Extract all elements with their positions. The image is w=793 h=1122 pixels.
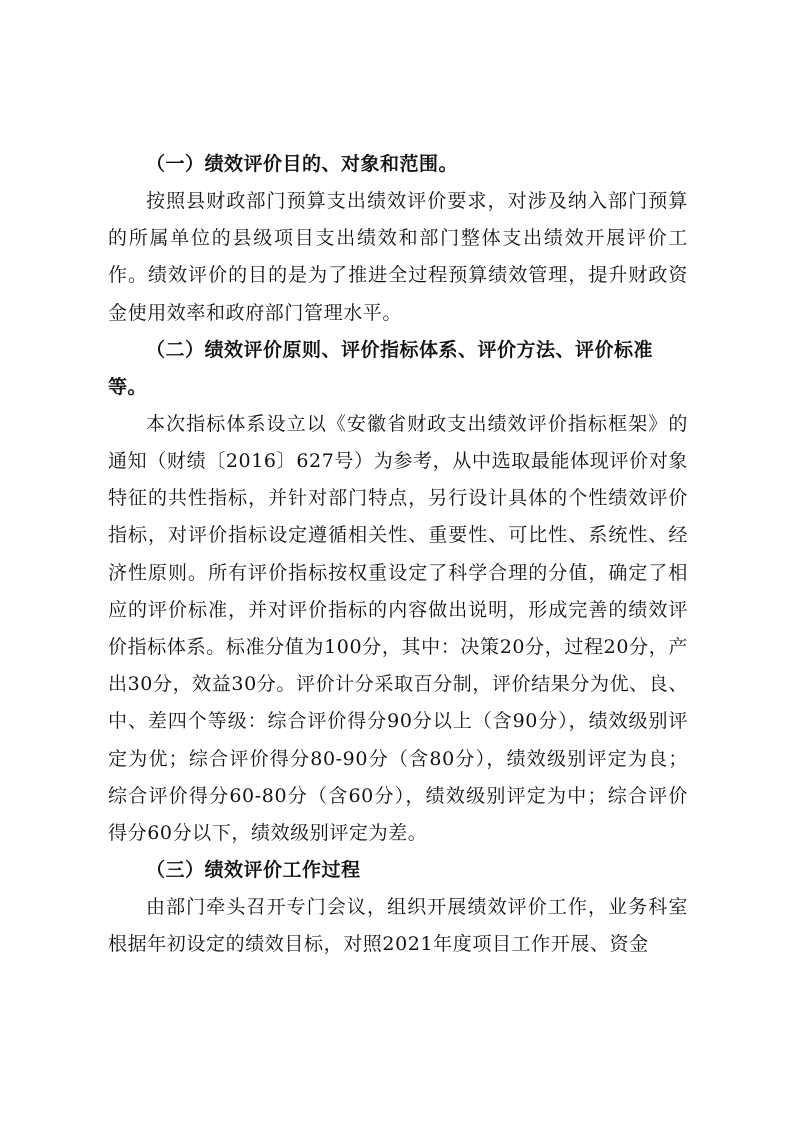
section-paragraph-3: 由部门牵头召开专门会议，组织开展绩效评价工作，业务科室根据年初设定的绩效目标，对照2021年度项目工作开展、资金 — [108, 896, 688, 956]
section-heading-2: （二）绩效评价原则、评价指标体系、评价方法、评价标准等。 — [108, 338, 654, 398]
section-paragraph-2: 本次指标体系设立以《安徽省财政支出绩效评价指标框架》的通知（财绩〔2016〕627号）为参考，从中选取最能体现评价对象特征的共性指标，并针对部门特点，另行设计具体的个性绩效评价指标，对评价指标设定遵循相关性、重要性、可比性、系统性、经济性原则。所有评价指标按权重设定了科学合理的分值，确定了相应的评价标准，并对评价指标的内容做出说明，形成完善的绩效评价指标体系。标准分值为100分，其中：决策20分，过程20分，产出30分，效益30分。评价计分采取百分制，评价结果分为优、良、中、差四个等级：综合评价得分90分以上（含90分），绩效级别评定为优；综合评价得分80-90分（含80分），绩效级别评定为良；综合评价得分60-80分（含60分），绩效级别评定为中；综合评价得分60分以下，绩效级别评定为差。 — [108, 412, 688, 845]
section-heading-1: （一）绩效评价目的、对象和范围。 — [146, 153, 459, 175]
section-paragraph-1: 按照县财政部门预算支出绩效评价要求，对涉及纳入部门预算的所属单位的县级项目支出绩效和部门整体支出绩效开展评价工作。绩效评价的目的是为了推进全过程预算绩效管理，提升财政资金使用效率和政府部门管理水平。 — [108, 190, 688, 324]
document-body — [108, 146, 688, 964]
section-heading-3: （三）绩效评价工作过程 — [146, 859, 361, 882]
